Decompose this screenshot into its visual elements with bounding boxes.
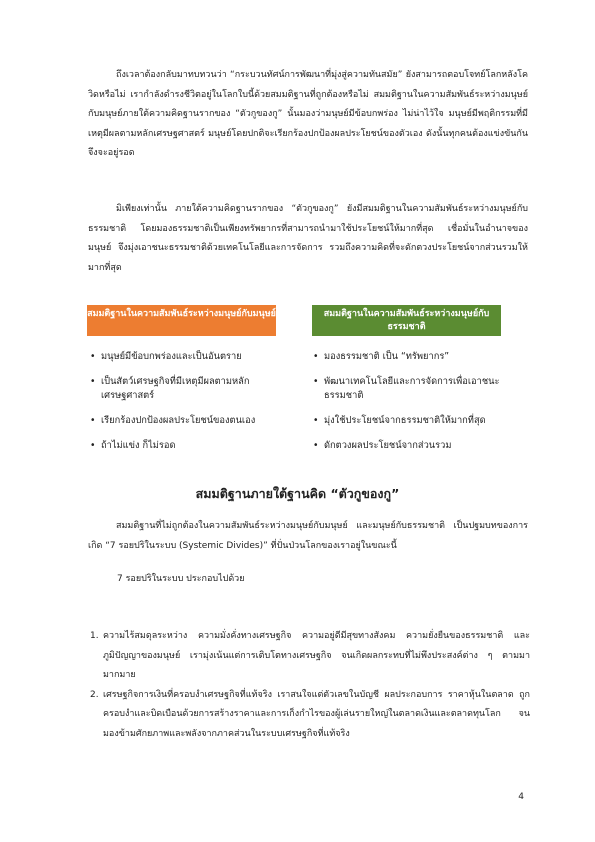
human-nature-list [313,350,523,464]
list-item: • พัฒนาเทคโนโลยีและการจัดการเพื่อเอาชนะธรรมชาติ [313,375,523,403]
intro-paragraph: ถึงเวลาต้องกลับมาทบทวนว่า “กระบวนทัศน์การพัฒนาที่มุ่งสู่ความทันสมัย” ยังสามารถตอบโจทย์โลกหลังโควิดหรือไม่ เรากำลังดำรงชีวิตอยู่ในโลกใบนี้ด้วยสมมติฐานที่ถูกต้องหรือไม่ สมมติฐานในความสัมพันธ์ระหว่างมนุษย์กับมนุษย์ภายใต้ความคิดฐานรากของ “ตัวกูของกู” นั้นมองว่ามนุษย์มีข้อบกพร่อง ไม่น่าไว้ใจ มนุษย์มีพฤติกรรมที่มีเหตุมีผลตามหลักเศรษฐศาสตร์ มนุษย์โดยปกติจะเรียกร้องปกป้องผลประโยชน์ของตัวเอง ดังนั้นทุกคนต้องแข่งขันกันจึงจะอยู่รอด [88,70,528,158]
human-nature-header: สมมติฐานในความสัมพันธ์ระหว่างมนุษย์กับธรรมชาติ [312,305,501,336]
list-item: • มุ่งใช้ประโยชน์จากธรรมชาติให้มากที่สุด [313,414,523,428]
human-human-header: สมมติฐานในความสัมพันธ์ระหว่างมนุษย์กับมนุษย์ [87,305,276,336]
item-text: เศรษฐกิจการเงินที่ครอบงำเศรษฐกิจที่แท้จริง เราสนใจแต่ตัวเลขในบัญชี ผลประกอบการ ราคาหุ้นในตลาด ถูกครอบงำและบิดเบือนด้วยการสร้างราคาและการเก็งกำไรของผู้เล่นรายใหญ่ในตลาดเงินและตลาดทุนโลก จนมองข้ามศักยภาพและพลังจากภาคส่วนในระบบเศรษฐกิจที่แท้จริง [103,689,530,739]
list-item: • เป็นสัตว์เศรษฐกิจที่มีเหตุมีผลตามหลักเศรษฐศาสตร์ [90,375,300,403]
item-text: ความไร้สมดุลระหว่าง ความมั่งคั่งทางเศรษฐกิจ ความอยู่ดีมีสุขทางสังคม ความยั่งยืนของธรรมชาติ และภูมิปัญญาของมนุษย์ เรามุ่งเน้นแต่การเติบโตทางเศรษฐกิจ จนเกิดผลกระทบที่ไม่พึงประสงค์ต่าง ๆ ตามมามากมาย [103,631,530,680]
human-human-list [90,350,300,464]
list-item: • มนุษย์มีข้อบกพร่องและเป็นอันตราย [90,350,300,364]
list-item [90,627,530,686]
sub-heading: 7 รอยปริในระบบ ประกอบไปด้วย [117,574,245,584]
section-title: สมมติฐานภายใต้ฐานคิด “ตัวกูของกู” [195,486,400,501]
page-number: 4 [518,792,524,802]
item-number: 1. [90,631,99,641]
list-item: • มองธรรมชาติ เป็น “ทรัพยากร” [313,350,523,364]
section-paragraph: สมมติฐานที่ไม่ถูกต้องในความสัมพันธ์ระหว่างมนุษย์กับมนุษย์ และมนุษย์กับธรรมชาติ เป็นปฐมบทของการเกิด “7 รอยปริในระบบ (Systemic Divides)” ที่ปั่นป่วนโลกของเราอยู่ในขณะนี้ [88,521,528,551]
list-item: • ดักตวงผลประโยชน์จากส่วนรวม [313,439,523,453]
list-item: • เรียกร้องปกป้องผลประโยชน์ของตนเอง [90,414,300,428]
second-paragraph: มิเพียงเท่านั้น ภายใต้ความคิดฐานรากของ “ตัวกูของกู” ยังมีสมมติฐานในความสัมพันธ์ระหว่างมนุษย์กับธรรมชาติ โดยมองธรรมชาติเป็นเพียงทรัพยากรที่สามารถนำมาใช้ประโยชน์ให้มากที่สุด เชื่อมั่นในอำนาจของมนุษย์ จึงมุ่งเอาชนะธรรมชาติด้วยเทคโนโลยีและการจัดการ รวมถึงความคิดที่จะดักตวงประโยชน์จากส่วนรวมให้มากที่สุด [88,204,528,273]
item-number: 2. [90,689,99,700]
list-item: • ถ้าไม่แข่ง ก็ไม่รอด [90,439,300,453]
list-item [90,686,530,745]
systemic-divides-list [90,627,530,744]
